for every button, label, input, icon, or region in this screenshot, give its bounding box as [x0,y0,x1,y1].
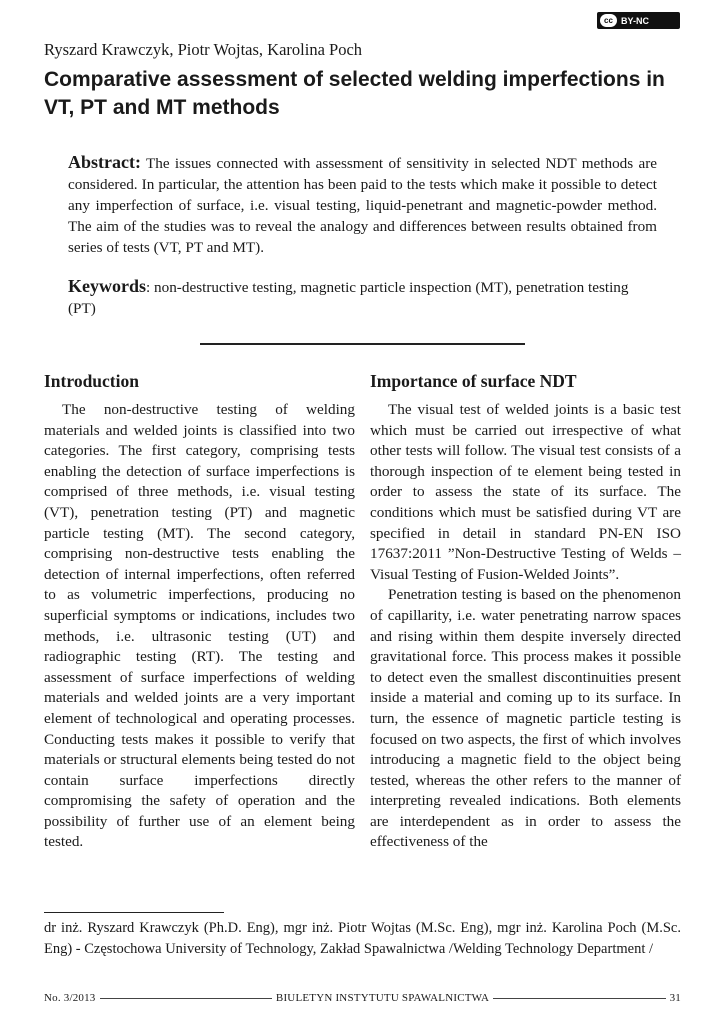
creative-commons-icon: cc [600,14,617,27]
importance-body [370,400,681,853]
license-label: BY-NC [621,15,650,26]
importance-heading: Importance of surface NDT [370,371,577,391]
issue-number: No. 3/2013 [44,992,96,1004]
footnote-rule [44,912,224,913]
journal-name: BIULETYN INSTYTUTU SPAWALNICTWA [275,992,490,1004]
abstract-label: Abstract: [68,152,141,172]
paper-title: Comparative assessment of selected welding imperfections in VT, PT and MT methods [44,68,665,119]
introduction-body [44,400,355,853]
paragraph: The non-destructive testing of welding materials and welded joints is classified into two categories. The first category, comprising tests enabling the detection of surface imperfections is comprised of three methods, i.e. visual testing (VT), penetration testing (PT) and magnetic particle testing (MT). The second category, comprising non-destructive tests enabling the detection of internal imperfections, often referred to as volumetric imperfections, producing no superficial symptoms or indications, includes two methods, i.e. ultrasonic testing (UT) and radiographic testing (RT). The testing and assessment of surface imperfections of welding materials and welded joints are a very important element of technological and operating processes. Conducting tests makes it possible to verify that materials or structural elements being tested do not contain surface imperfections directly compromising the safety of operation and the possibility of further use of an element being tested. [44,401,355,851]
paragraph: The visual test of welded joints is a basic test which must be carried out irrespective of what other tests will follow. The visual test consists of a thorough inspection of te element being tested in order to assess the state of its surface. The conditions which must be satisfied during VT are specified in detail in standard PN-EN ISO 17637:2011 ”Non-Destructive Testing of Welds – Visual Testing of Fusion-Welded Joints”. [370,401,681,583]
page-footer [44,991,681,1005]
authors: Ryszard Krawczyk, Piotr Wojtas, Karolina Poch [44,40,363,59]
keywords [68,276,657,319]
footnote: dr inż. Ryszard Krawczyk (Ph.D. Eng), mgr inż. Piotr Wojtas (M.Sc. Eng), mgr inż. Karolina Poch (M.Sc. Eng) - Częstochowa University of Technology, Zakład Spawalnictwa /Welding Technology Department / [44,920,681,957]
abstract [68,152,657,258]
keywords-label: Keywords [68,276,146,296]
page-number: 31 [669,992,682,1004]
license-badge [597,12,680,29]
paragraph: Penetration testing is based on the phenomenon of capillarity, i.e. water penetrating narrow spaces and rising within them despite inversely directed gravitational force. This process makes it possible to detect even the smallest discontinuities present inside a material and coming up to its surface. In turn, the essence of magnetic particle testing is focused on two aspects, the first of which involves introducing a magnetic field to the object being tested, whereas the other refers to the manner of interpreting revealed indications. Both elements are interdependent as in order to assess the effectiveness of the [370,586,681,851]
section-divider [200,343,525,345]
footer-rule [493,998,665,999]
footer-rule [100,998,272,999]
keywords-text: : non-destructive testing, magnetic particle inspection (MT), penetration testing (PT) [68,279,629,317]
abstract-text: The issues connected with assessment of sensitivity in selected NDT methods are considered. In particular, the attention has been paid to the tests which make it possible to detect any imperfection of surface, i.e. visual testing, liquid-penetrant and magnetic-powder method. The aim of the studies was to reveal the analogy and differences between results obtained from series of tests (VT, PT and MT). [68,155,657,256]
introduction-heading: Introduction [44,371,139,391]
